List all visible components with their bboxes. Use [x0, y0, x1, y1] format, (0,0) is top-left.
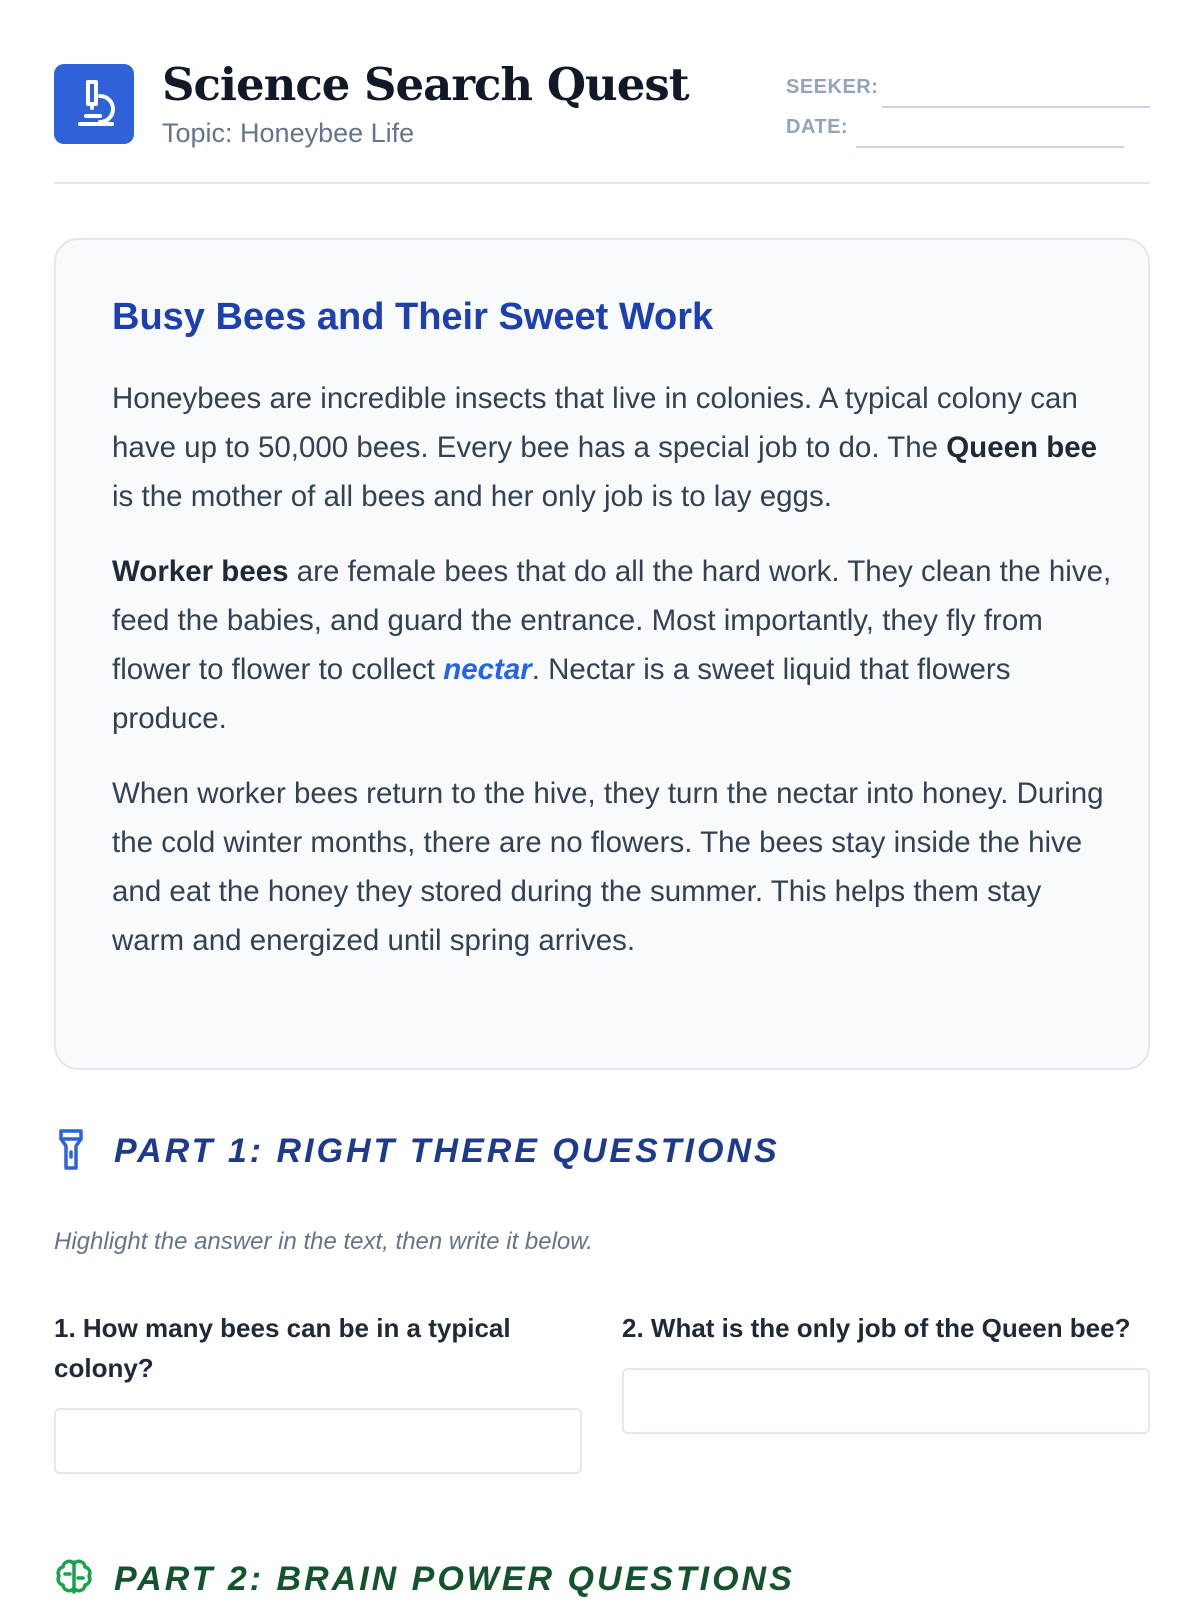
part-1-heading — [54, 1128, 1150, 1178]
passage-body — [112, 374, 1112, 991]
reading-passage-card — [54, 238, 1150, 1070]
part-2-heading — [54, 1556, 1150, 1600]
date-field[interactable] — [786, 108, 1150, 148]
question-1-text: 1. How many bees can be in a typical colony? — [54, 1313, 511, 1383]
topic-subtitle: Topic: Honeybee Life — [162, 118, 415, 148]
seeker-label: SEEKER: — [786, 76, 879, 98]
part-1-title: PART 1: RIGHT THERE QUESTIONS — [114, 1132, 780, 1170]
keyword-queen-bee: Queen bee — [946, 431, 1098, 464]
worksheet-header — [54, 58, 1150, 184]
date-line[interactable] — [856, 146, 1124, 148]
date-label: DATE: — [786, 116, 849, 138]
passage-text: Honeybees are incredible insects that live in colonies. A typical colony can have up to 50,000 bees. Every bee has a special job to do. The — [112, 382, 1078, 464]
passage-text: . Nectar is a sweet liquid that flowers produce. — [112, 653, 1011, 735]
question-2-text: 2. What is the only job of the Queen bee? — [622, 1313, 1131, 1343]
passage-text: are female bees that do all the hard work. They clean the hive, feed the babies, and guard the entrance. Most importantly, they fly from flower to flower to collect — [112, 555, 1112, 686]
flashlight-icon — [54, 1128, 90, 1172]
passage-paragraph-3: When worker bees return to the hive, they turn the nectar into honey. During the cold winter months, there are no flowers. The bees stay inside the hive and eat the honey they stored during the summer. This helps them stay warm and energized until spring arrives. — [112, 777, 1104, 957]
passage-paragraph-1 — [112, 374, 1112, 521]
microscope-icon — [70, 78, 118, 130]
answer-box-1[interactable] — [54, 1408, 582, 1474]
passage-title: Busy Bees and Their Sweet Work — [112, 296, 714, 338]
passage-text: is the mother of all bees and her only job is to lay eggs. — [112, 480, 832, 513]
vocab-word-nectar: nectar — [443, 653, 532, 686]
part-2-title: PART 2: BRAIN POWER QUESTIONS — [114, 1560, 795, 1598]
part-1-instruction: Highlight the answer in the text, then write it below. — [54, 1228, 593, 1255]
logo-badge — [54, 64, 134, 144]
question-2 — [622, 1308, 1150, 1434]
keyword-worker-bees: Worker bees — [112, 555, 289, 588]
question-1 — [54, 1308, 582, 1474]
passage-paragraph-2 — [112, 547, 1112, 743]
answer-box-2[interactable] — [622, 1368, 1150, 1434]
page-title: Science Search Quest — [162, 58, 689, 111]
brain-icon — [54, 1556, 94, 1596]
seeker-field[interactable] — [786, 68, 1150, 108]
